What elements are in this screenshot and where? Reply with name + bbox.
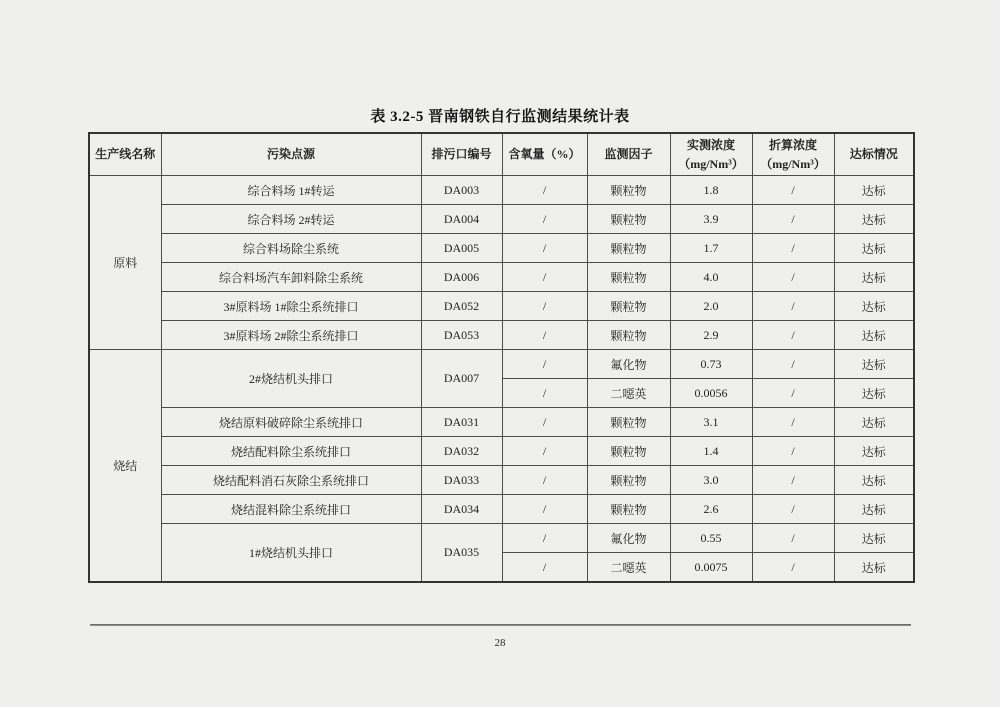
cell-oxygen: /: [502, 495, 587, 524]
table-row: [89, 321, 914, 350]
header-converted-concentration: [752, 133, 834, 176]
table-row: [89, 408, 914, 437]
cell-oxygen: /: [502, 176, 587, 205]
cell-converted: /: [752, 553, 834, 583]
cell-outlet: DA004: [421, 205, 502, 234]
cell-outlet: DA005: [421, 234, 502, 263]
table-row: [89, 466, 914, 495]
cell-measured: 3.1: [670, 408, 752, 437]
footer-divider: [90, 624, 911, 626]
cell-oxygen: /: [502, 466, 587, 495]
cell-status: 达标: [834, 292, 914, 321]
header-outlet-id: 排污口编号: [421, 133, 502, 176]
cell-status: 达标: [834, 495, 914, 524]
cell-outlet: DA032: [421, 437, 502, 466]
header-measured-line2: （mg/Nm³）: [678, 156, 744, 171]
cell-converted: /: [752, 292, 834, 321]
cell-outlet: DA052: [421, 292, 502, 321]
cell-outlet: DA007: [421, 350, 502, 408]
cell-source: 综合料场除尘系统: [161, 234, 421, 263]
cell-oxygen: /: [502, 205, 587, 234]
cell-factor: 颗粒物: [587, 437, 670, 466]
cell-converted: /: [752, 176, 834, 205]
cell-status: 达标: [834, 379, 914, 408]
cell-status: 达标: [834, 408, 914, 437]
header-converted-line2: （mg/Nm³）: [760, 156, 826, 171]
cell-status: 达标: [834, 553, 914, 583]
cell-measured: 2.9: [670, 321, 752, 350]
cell-source: 烧结原料破碎除尘系统排口: [161, 408, 421, 437]
cell-factor: 颗粒物: [587, 205, 670, 234]
cell-oxygen: /: [502, 553, 587, 583]
monitoring-results-table: [88, 132, 915, 583]
cell-factor: 颗粒物: [587, 321, 670, 350]
cell-oxygen: /: [502, 524, 587, 553]
cell-measured: 2.6: [670, 495, 752, 524]
cell-source: 1#烧结机头排口: [161, 524, 421, 583]
cell-converted: /: [752, 524, 834, 553]
cell-measured: 2.0: [670, 292, 752, 321]
cell-oxygen: /: [502, 263, 587, 292]
cell-status: 达标: [834, 205, 914, 234]
header-monitor-factor: 监测因子: [587, 133, 670, 176]
header-pollution-source: 污染点源: [161, 133, 421, 176]
table-row: [89, 437, 914, 466]
header-production-line: 生产线名称: [89, 133, 161, 176]
cell-group-name: 原料: [89, 176, 161, 350]
cell-converted: /: [752, 408, 834, 437]
cell-status: 达标: [834, 524, 914, 553]
table-row: [89, 350, 914, 379]
table-row: [89, 292, 914, 321]
cell-oxygen: /: [502, 437, 587, 466]
cell-measured: 1.4: [670, 437, 752, 466]
cell-measured: 0.73: [670, 350, 752, 379]
cell-status: 达标: [834, 263, 914, 292]
cell-oxygen: /: [502, 408, 587, 437]
cell-status: 达标: [834, 234, 914, 263]
cell-factor: 颗粒物: [587, 495, 670, 524]
cell-factor: 氟化物: [587, 524, 670, 553]
header-measured-concentration: [670, 133, 752, 176]
header-oxygen-content: 含氧量（%）: [502, 133, 587, 176]
cell-converted: /: [752, 263, 834, 292]
cell-factor: 颗粒物: [587, 292, 670, 321]
header-converted-line1: 折算浓度: [768, 137, 817, 152]
cell-oxygen: /: [502, 321, 587, 350]
cell-status: 达标: [834, 350, 914, 379]
header-compliance: 达标情况: [834, 133, 914, 176]
page-number: 28: [494, 637, 506, 649]
table-row: [89, 263, 914, 292]
cell-oxygen: /: [502, 292, 587, 321]
cell-measured: 0.0075: [670, 553, 752, 583]
cell-oxygen: /: [502, 234, 587, 263]
cell-outlet: DA035: [421, 524, 502, 583]
cell-source: 2#烧结机头排口: [161, 350, 421, 408]
cell-measured: 1.8: [670, 176, 752, 205]
cell-source: 烧结配料消石灰除尘系统排口: [161, 466, 421, 495]
cell-outlet: DA053: [421, 321, 502, 350]
cell-converted: /: [752, 466, 834, 495]
table-row: [89, 234, 914, 263]
cell-group-name: 烧结: [89, 350, 161, 583]
cell-factor: 颗粒物: [587, 263, 670, 292]
cell-source: 3#原料场 2#除尘系统排口: [161, 321, 421, 350]
cell-source: 综合料场 2#转运: [161, 205, 421, 234]
cell-outlet: DA003: [421, 176, 502, 205]
cell-converted: /: [752, 495, 834, 524]
cell-factor: 氟化物: [587, 350, 670, 379]
table-row: [89, 495, 914, 524]
cell-measured: 3.9: [670, 205, 752, 234]
cell-source: 综合料场汽车卸料除尘系统: [161, 263, 421, 292]
cell-factor: 颗粒物: [587, 234, 670, 263]
cell-oxygen: /: [502, 350, 587, 379]
cell-oxygen: /: [502, 379, 587, 408]
cell-outlet: DA006: [421, 263, 502, 292]
cell-converted: /: [752, 350, 834, 379]
cell-factor: 颗粒物: [587, 466, 670, 495]
cell-measured: 3.0: [670, 466, 752, 495]
cell-source: 烧结混料除尘系统排口: [161, 495, 421, 524]
cell-source: 3#原料场 1#除尘系统排口: [161, 292, 421, 321]
cell-converted: /: [752, 234, 834, 263]
cell-measured: 4.0: [670, 263, 752, 292]
cell-converted: /: [752, 321, 834, 350]
table-row: [89, 176, 914, 205]
cell-status: 达标: [834, 437, 914, 466]
cell-factor: 颗粒物: [587, 176, 670, 205]
cell-status: 达标: [834, 466, 914, 495]
table-row: [89, 205, 914, 234]
cell-measured: 1.7: [670, 234, 752, 263]
cell-status: 达标: [834, 321, 914, 350]
table-row: [89, 524, 914, 553]
cell-factor: 颗粒物: [587, 408, 670, 437]
cell-converted: /: [752, 205, 834, 234]
cell-measured: 0.0056: [670, 379, 752, 408]
cell-measured: 0.55: [670, 524, 752, 553]
page-title: 表 3.2-5 晋南钢铁自行监测结果统计表: [370, 109, 630, 125]
cell-source: 综合料场 1#转运: [161, 176, 421, 205]
cell-outlet: DA034: [421, 495, 502, 524]
cell-converted: /: [752, 437, 834, 466]
cell-outlet: DA033: [421, 466, 502, 495]
cell-converted: /: [752, 379, 834, 408]
cell-outlet: DA031: [421, 408, 502, 437]
cell-factor: 二噁英: [587, 379, 670, 408]
cell-factor: 二噁英: [587, 553, 670, 583]
cell-status: 达标: [834, 176, 914, 205]
cell-source: 烧结配料除尘系统排口: [161, 437, 421, 466]
table-header-row: [89, 133, 914, 176]
header-measured-line1: 实测浓度: [686, 137, 735, 152]
